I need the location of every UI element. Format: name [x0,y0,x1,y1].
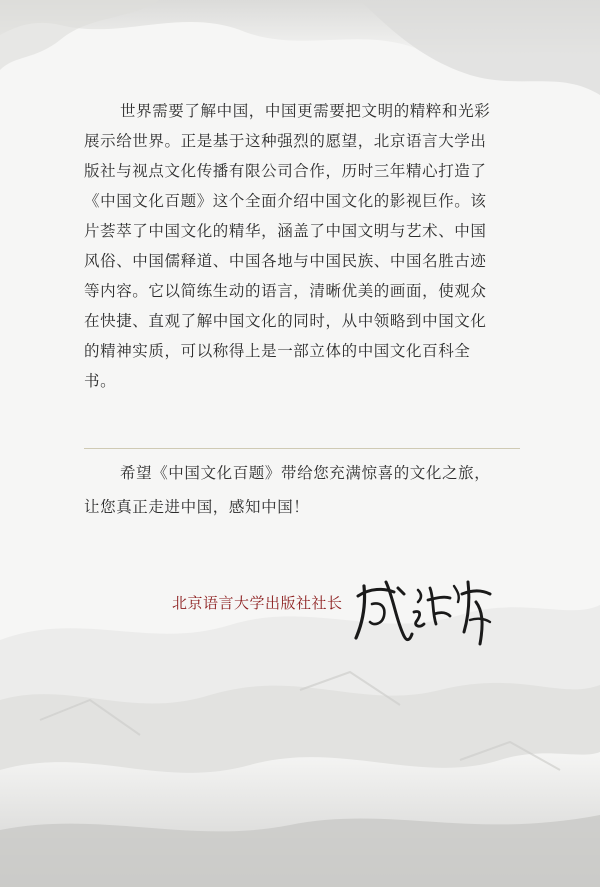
section-divider [84,448,520,449]
text-line: 展示给世界。正是基于这种强烈的愿望，北京语言大学出 [84,132,487,150]
text-line: 让您真正走进中国，感知中国！ [84,498,310,516]
text-line: 的精神实质，可以称得上是一部立体的中国文化百科全 [84,342,471,360]
text-line: 世界需要了解中国，中国更需要把文明的精粹和光彩 [120,102,491,120]
text-line: 《中国文化百题》这个全面介绍中国文化的影视巨作。该 [84,192,487,210]
text-line: 书。 [84,372,117,390]
text-line: 在快捷、直观了解中国文化的同时，从中领略到中国文化 [84,312,487,330]
signer-title: 北京语言大学出版社社长 [172,594,343,612]
text-line: 等内容。它以简练生动的语言，清晰优美的画面，使观众 [84,282,487,300]
text-line: 片荟萃了中国文化的精华，涵盖了中国文明与艺术、中国 [84,222,487,240]
text-line: 风俗、中国儒释道、中国各地与中国民族、中国名胜古迹 [84,252,487,270]
text-line: 版社与视点文化传播有限公司合作，历时三年精心打造了 [84,162,487,180]
text-line: 希望《中国文化百题》带给您充满惊喜的文化之旅， [120,464,491,482]
handwritten-signature [350,566,500,650]
preface-paragraph-1 [84,96,524,396]
preface-paragraph-2 [84,456,524,524]
preface-body [84,96,524,396]
